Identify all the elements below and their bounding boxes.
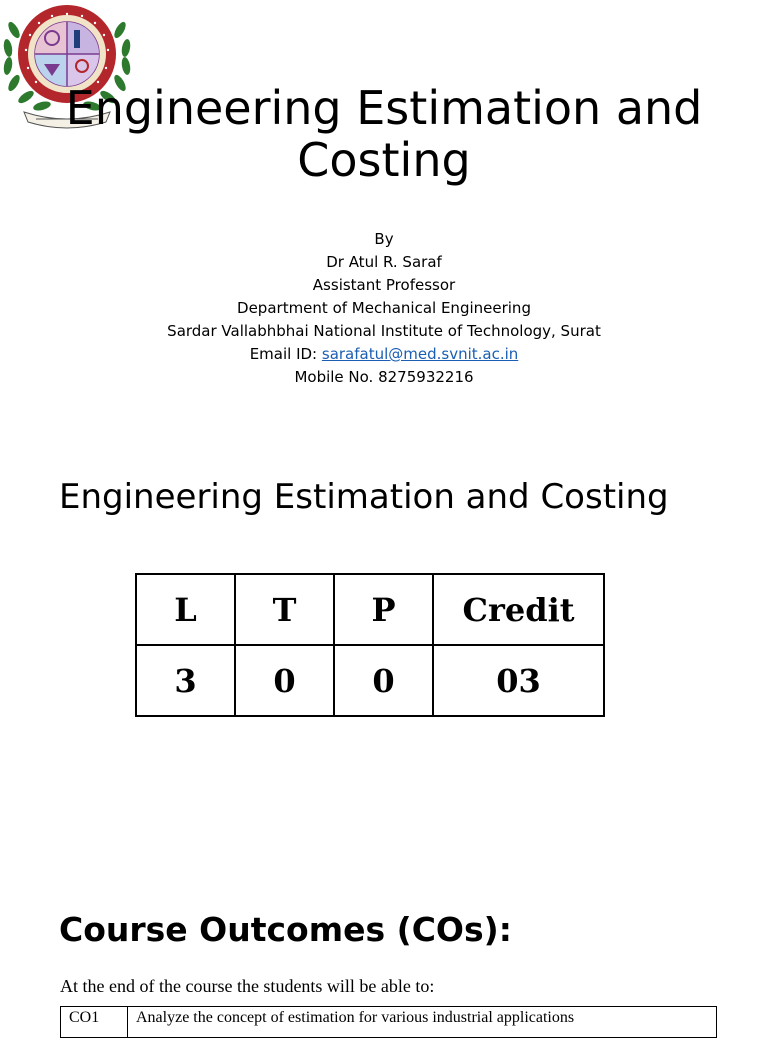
- ltp-header-p: P: [334, 574, 433, 645]
- co-code-cell: CO1: [61, 1007, 128, 1038]
- by-label: By: [374, 230, 394, 248]
- ltp-value-row: [136, 645, 604, 716]
- author-name: Dr Atul R. Saraf: [326, 253, 442, 271]
- title-line-1: Engineering Estimation and: [65, 81, 703, 135]
- ltp-header-t: T: [235, 574, 334, 645]
- ltp-credit-table: [135, 573, 605, 717]
- ltp-value-p: 0: [334, 645, 433, 716]
- ltp-header-row: [136, 574, 604, 645]
- course-outcomes-table: [60, 1006, 717, 1038]
- email-label: Email ID:: [249, 345, 322, 363]
- ltp-header-credit: Credit: [433, 574, 604, 645]
- ltp-value-l: 3: [136, 645, 235, 716]
- ltp-header-l: L: [136, 574, 235, 645]
- table-row: [61, 1007, 717, 1038]
- page-title: [30, 82, 738, 186]
- author-designation: Assistant Professor: [312, 276, 456, 294]
- co-text-cell: Analyze the concept of estimation for various industrial applications: [128, 1007, 717, 1038]
- ltp-value-credit: 03: [433, 645, 604, 716]
- mobile-number: Mobile No. 8275932216: [294, 368, 474, 386]
- title-line-2: Costing: [297, 133, 471, 187]
- author-block: [84, 228, 684, 389]
- email-link[interactable]: sarafatul@med.svnit.ac.in: [321, 345, 519, 363]
- course-outcomes-intro: At the end of the course the students will be able to:: [60, 976, 435, 996]
- course-outcomes-heading: Course Outcomes (COs):: [59, 910, 512, 949]
- author-department: Department of Mechanical Engineering: [237, 299, 531, 317]
- author-institute: Sardar Vallabhbhai National Institute of Technology, Surat: [167, 322, 601, 340]
- email-row: [84, 343, 684, 366]
- section-title: Engineering Estimation and Costing: [59, 477, 669, 517]
- ltp-value-t: 0: [235, 645, 334, 716]
